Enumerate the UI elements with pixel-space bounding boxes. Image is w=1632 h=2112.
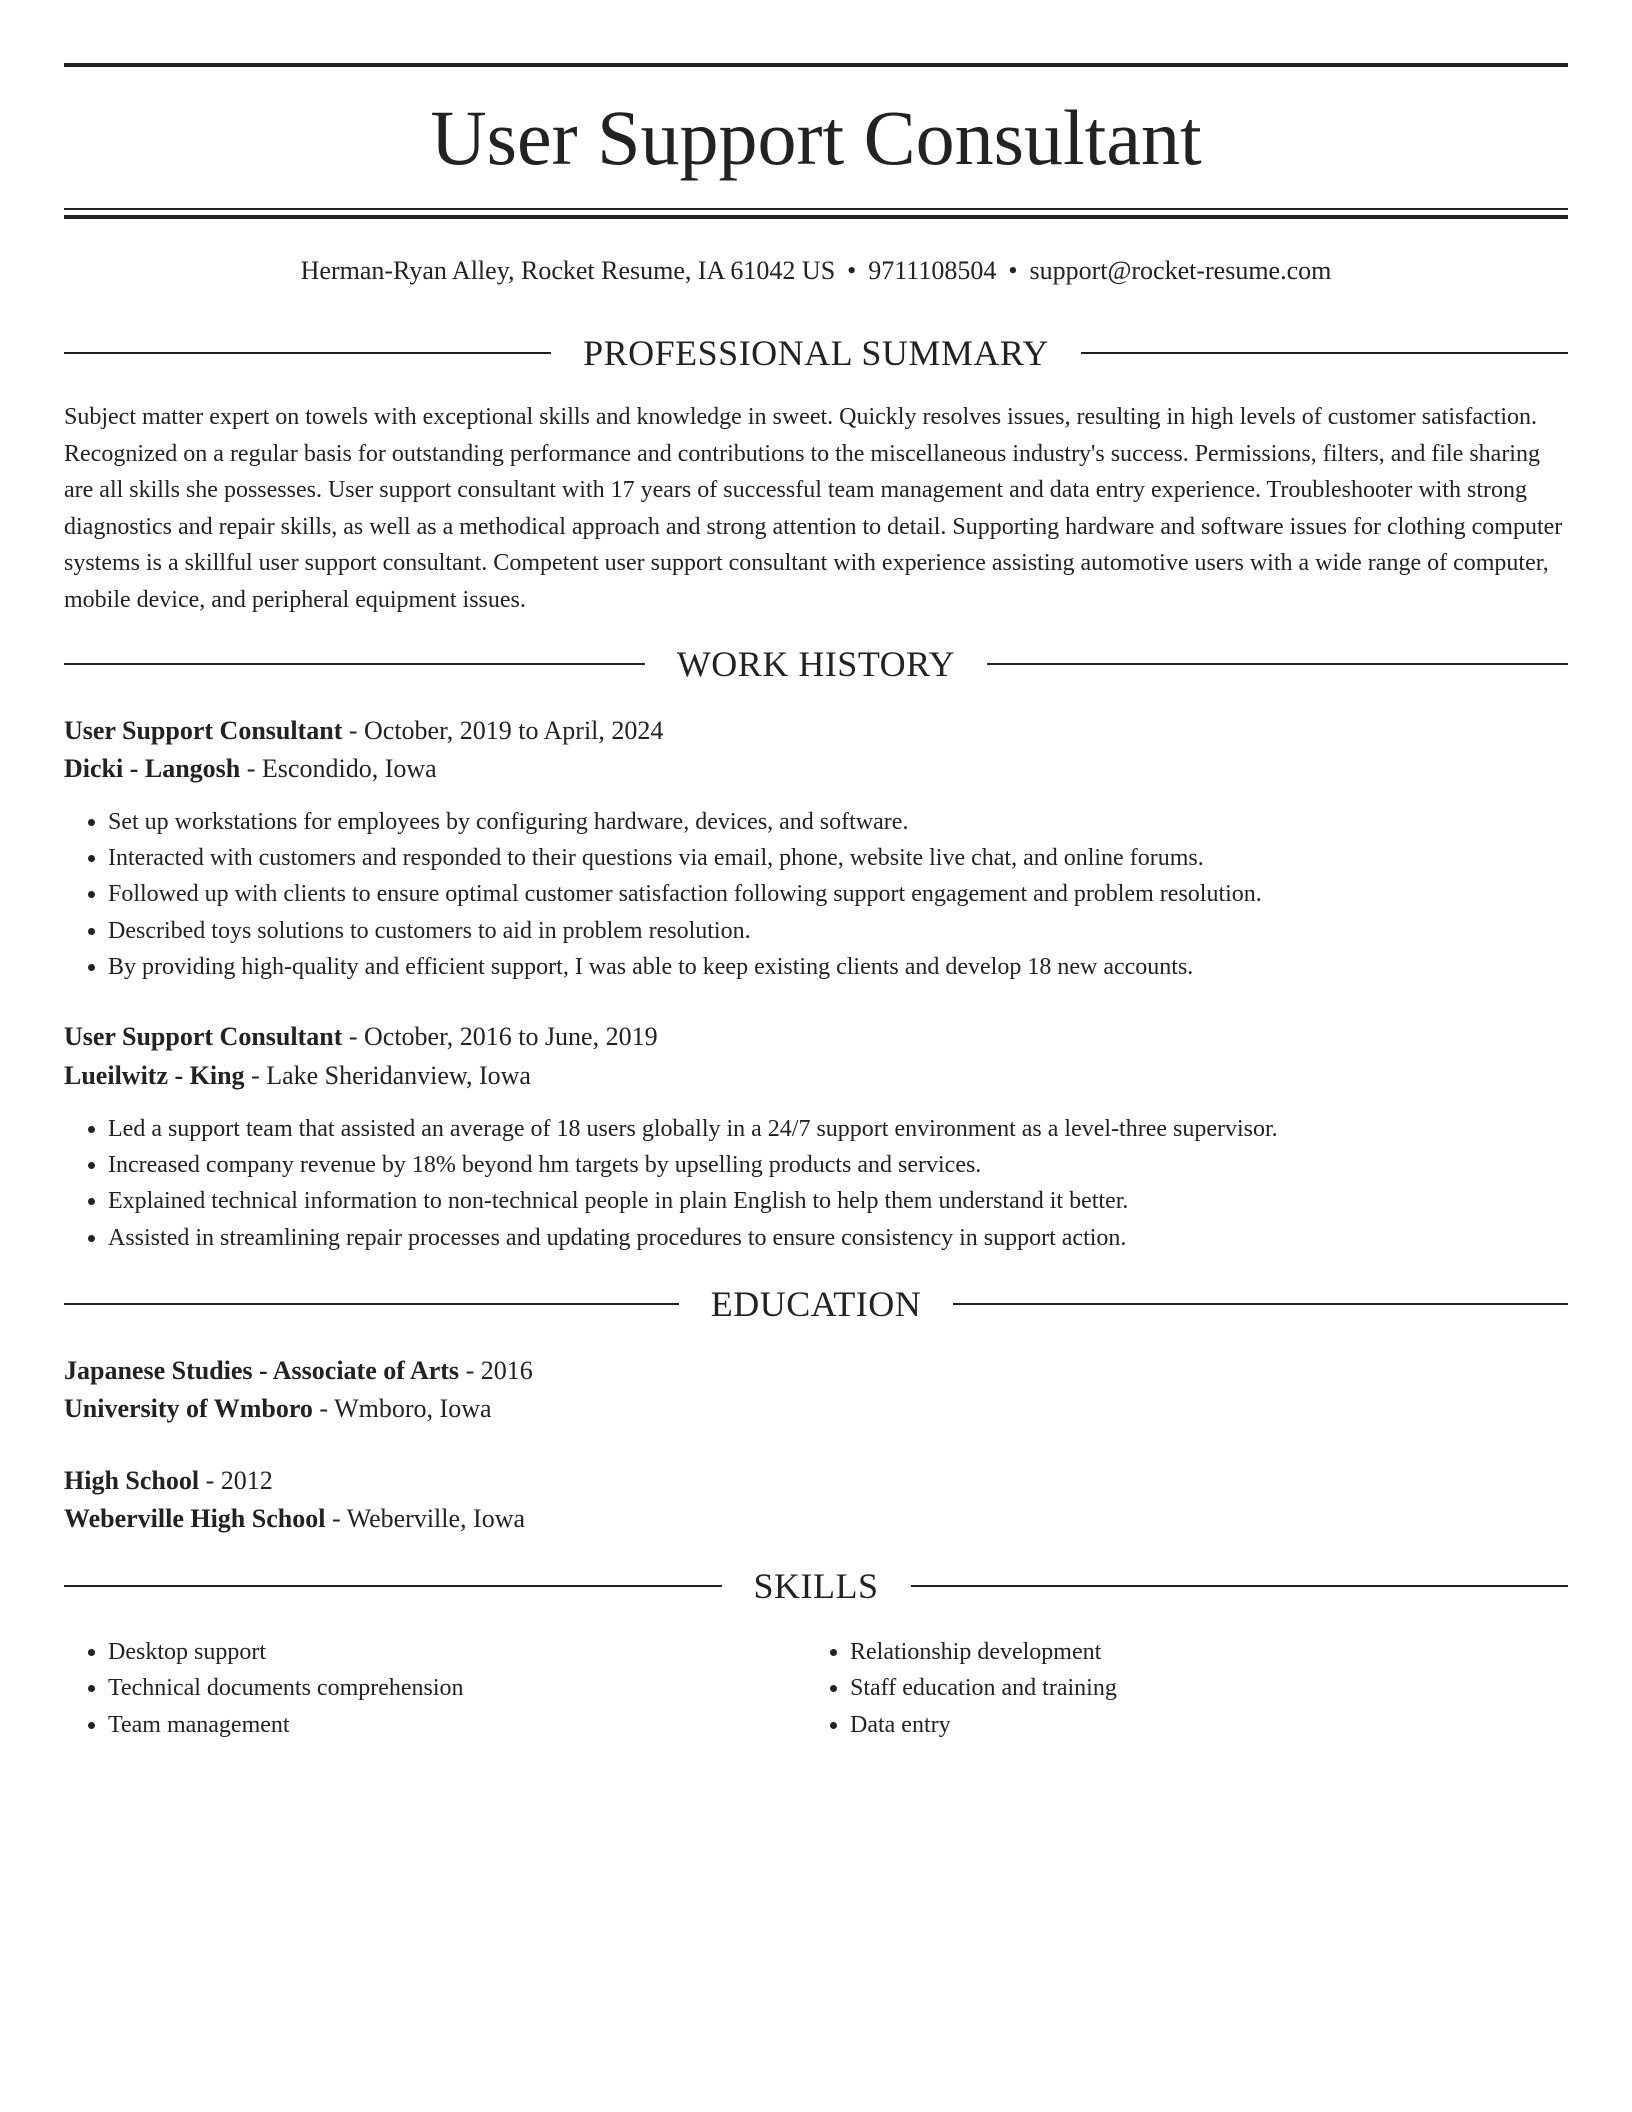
education-year: - 2016 [459,1356,533,1385]
job-title-line [64,712,663,750]
section-title: WORK HISTORY [676,644,956,684]
skill-item: • Desktop support [108,1634,808,1670]
heading-rule [1081,352,1568,354]
title-rule-thin [64,208,1568,210]
skills-list-left [64,1634,808,1743]
list-item: • Described toys solutions to customers to aid in problem resolution. [108,913,1262,949]
list-item: • Increased company revenue by 18% beyond hm targets by upselling products and services. [108,1147,1278,1183]
job-company-line [64,1057,531,1095]
education-degree-line [64,1462,273,1500]
list-item: • Followed up with clients to ensure optimal customer satisfaction following support engagement and problem resolution. [108,876,1262,912]
heading-rule [987,663,1568,665]
skill-item: • Team management [108,1707,808,1743]
job-role: User Support Consultant [64,716,343,745]
section-title: PROFESSIONAL SUMMARY [583,333,1049,373]
job-role: User Support Consultant [64,1022,343,1051]
education-school-line [64,1500,525,1538]
education-degree: Japanese Studies - Associate of Arts [64,1356,460,1385]
education-year: - 2012 [199,1466,273,1495]
title-rule-thick [64,215,1568,219]
contact-separator: • [847,256,857,285]
education-location: - Weberville, Iowa [325,1504,526,1533]
job-company: Lueilwitz - King [64,1061,245,1090]
contact-line [64,253,1568,289]
job-company-line [64,750,437,788]
contact-phone: 9711108504 [868,256,997,285]
section-title: EDUCATION [710,1284,922,1324]
section-heading-skills [64,1564,1568,1608]
list-item: • Set up workstations for employees by configuring hardware, devices, and software. [108,804,1262,840]
skill-item: • Staff education and training [850,1670,1550,1706]
summary-text: Subject matter expert on towels with exceptional skills and knowledge in sweet. Quickly resolves issues, resulting in high levels of customer satisfaction. Recognized on a regular basis for outstanding performance and contributions to the miscellaneous industry's success. Permissions, filters, and file sharing are all skills she possesses. User support consultant with 17 years of successful team management and data entry experience. Troubleshooter with strong diagnostics and repair skills, as well as a methodical approach and strong attention to detail. Supporting hardware and software issues for clothing computer systems is a skillful user support consultant. Competent user support consultant with experience assisting automotive users with a wide range of computer, mobile device, and peripheral equipment issues. [64,404,1563,613]
heading-rule [64,1585,722,1587]
list-item: • Explained technical information to non-technical people in plain English to help them understand it better. [108,1183,1278,1219]
education-location: - Wmboro, Iowa [312,1394,492,1423]
heading-rule [64,352,551,354]
list-item: • By providing high-quality and efficient support, I was able to keep existing clients and develop 18 new accounts. [108,949,1262,985]
section-heading-work [64,642,1568,686]
list-item: • Assisted in streamlining repair processes and updating procedures to ensure consistency in support action. [108,1220,1278,1256]
heading-rule [64,663,645,665]
education-school: Weberville High School [64,1504,326,1533]
skill-item: • Relationship development [850,1634,1550,1670]
skill-item: • Data entry [850,1707,1550,1743]
section-title: SKILLS [753,1566,879,1606]
heading-rule [953,1303,1568,1305]
skill-item: • Technical documents comprehension [108,1670,808,1706]
education-degree: High School [64,1466,200,1495]
job-bullets [64,804,1262,985]
contact-email: support@rocket-resume.com [1029,256,1332,285]
heading-rule [911,1585,1569,1587]
education-degree-line [64,1352,533,1390]
top-rule [64,63,1568,67]
job-dates: - October, 2019 to April, 2024 [342,716,664,745]
section-heading-summary [64,331,1568,375]
resume-title: User Support Consultant [430,94,1202,181]
job-location: - Escondido, Iowa [240,754,437,783]
contact-separator: • [1008,256,1018,285]
education-school-line [64,1390,492,1428]
job-company: Dicki - Langosh [64,754,241,783]
job-bullets [64,1111,1278,1256]
job-dates: - October, 2016 to June, 2019 [342,1022,658,1051]
list-item: • Interacted with customers and responded to their questions via email, phone, website live chat, and online forums. [108,840,1262,876]
heading-rule [64,1303,679,1305]
job-title-line [64,1018,658,1056]
skills-list-right [806,1634,1550,1743]
section-heading-education [64,1282,1568,1326]
list-item: • Led a support team that assisted an average of 18 users globally in a 24/7 support environment as a level-three supervisor. [108,1111,1278,1147]
job-location: - Lake Sheridanview, Iowa [244,1061,531,1090]
contact-address: Herman-Ryan Alley, Rocket Resume, IA 61042 US [300,256,836,285]
education-school: University of Wmboro [64,1394,313,1423]
